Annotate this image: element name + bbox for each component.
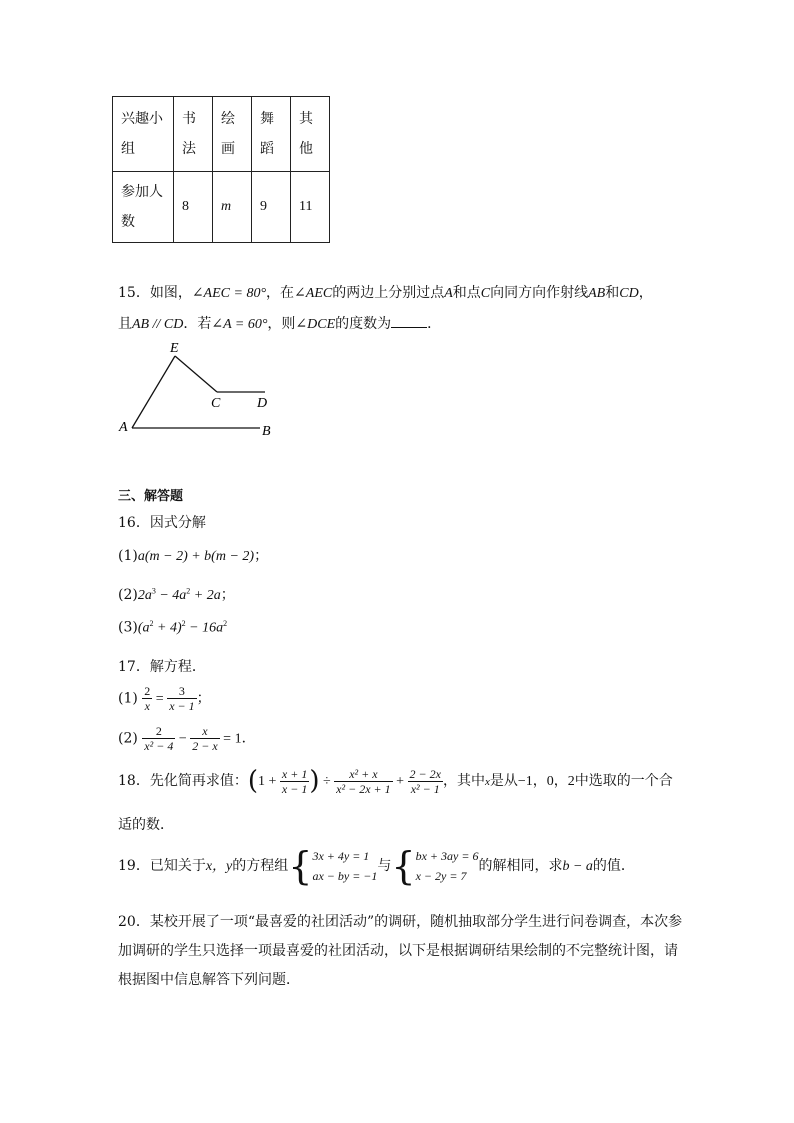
math-expression: AB // CD (132, 317, 184, 332)
table-row (113, 97, 330, 172)
question-17-title: 17．解方程． (118, 659, 206, 675)
interest-group-table (112, 96, 330, 243)
text: 且 (118, 316, 132, 332)
equation-system: bx + 3ay = 6 x − 2y = 7 (415, 849, 479, 883)
math-expression: + 2a (190, 588, 221, 603)
part-label: (3) (118, 619, 138, 636)
question-15-line2 (118, 313, 441, 333)
fraction: $\frac{2}{x}$ (144, 684, 151, 713)
text: ，则 (267, 316, 296, 332)
fraction: $\frac{2}{\text{x² − 4}}$ (144, 724, 174, 753)
text: 和 (605, 285, 620, 301)
question-16-part1 (118, 545, 268, 565)
question-19: 19．已知关于x，y的方程组{ 3x + 4y = 1 ax − by = −1 与{ bx + 3ay = 6 x − 2y = 7 的解相同，求b − a的值． (118, 844, 635, 888)
table-cell: 兴趣小组 (113, 97, 174, 172)
answer-blank (391, 327, 427, 328)
question-16-part3: $(3)(a^2 + 4)^2 - 16a^2$ (118, 619, 228, 636)
text: ； (220, 587, 235, 603)
math-expression: ∠AEC (294, 286, 333, 301)
fraction: $\frac{3}{x - 1}$ (169, 684, 195, 713)
fraction: $\frac{\text{x² + x}}{\text{x² − 2x + 1}}$ (336, 766, 391, 796)
section-heading: 三、解答题 (118, 489, 184, 504)
part-label: (2) (118, 730, 138, 747)
table-cell: m (213, 172, 252, 243)
fraction: $\frac{x}{2 - x}$ (192, 724, 218, 753)
geometry-figure (110, 335, 290, 440)
segment-ae (132, 356, 175, 428)
part-label: (1) (118, 690, 138, 707)
question-number: 18．先化简再求值： (118, 773, 248, 789)
label-a: A (119, 420, 128, 435)
equation-system: 3x + 4y = 1 ax − by = −1 (312, 849, 378, 883)
math-expression: 2a (137, 588, 152, 603)
label-d: D (257, 396, 268, 411)
math-expression: + 4) (153, 620, 182, 636)
question-number: 19．已知关于 (118, 858, 206, 874)
math-expression: ∠AEC = 80° (191, 286, 267, 301)
math-expression: a(m − 2) + b(m − 2) (137, 549, 255, 564)
math-expression: AB (588, 286, 606, 301)
part-label: (2) (118, 587, 138, 603)
part-label: (1) (118, 548, 138, 564)
table-cell: 书法 (174, 97, 213, 172)
question-15-line1 (118, 282, 653, 302)
question-17-part1: (1) $\frac{2}{x}$ = $\frac{3}{x - 1}$ ； (118, 684, 211, 713)
table-cell: 8 (174, 172, 213, 243)
text: 的度数为 (335, 316, 392, 332)
text: 的两边上分别过点 (332, 285, 445, 301)
question-18-line2: 适的数． (118, 817, 174, 833)
question-16-part2: $(2)2a^3 - 4a^2 + 2a$； (118, 586, 235, 603)
table-cell: 绘画 (213, 97, 252, 172)
segment-ec (175, 356, 217, 392)
text: ．若 (183, 316, 212, 332)
question-16-title: 16．因式分解 (118, 515, 206, 531)
text: 如图， (149, 285, 192, 301)
question-20-line2: 加调研的学生只选择一项最喜爱的社团活动，以下是根据调研结果绘制的不完整统计图，请 (118, 943, 678, 959)
text: 和点 (452, 285, 481, 301)
text: ， (638, 285, 653, 301)
question-18-line1: 18．先化简再求值：(1 + $\frac{x + 1}{x - 1}$ ) ÷ $\frac{\text{x² + x}}{\text{x² − 2x + 1}}$ + $\frac{2 - 2x}{\text{x² − 1}}$ ，其中x是从−1，0，2中选取的一个合 (118, 766, 673, 796)
fraction: $\frac{2 - 2x}{\text{x² − 1}}$ (409, 766, 441, 796)
table-cell: 其他 (291, 97, 330, 172)
question-17-part2: (2) $\frac{2}{\text{x² − 4}}$ − $\frac{x}{2 - x}$ = 1． (118, 724, 256, 753)
fraction: $\frac{x + 1}{x - 1}$ (281, 766, 308, 796)
table-row (113, 172, 330, 243)
question-20-line1: 20．某校开展了一项“最喜爱的社团活动”的调研，随机抽取部分学生进行问卷调查，本次参 (118, 914, 683, 930)
label-c: C (211, 396, 221, 411)
label-e: E (170, 341, 179, 356)
math-expression: C (480, 286, 491, 301)
math-expression: ∠DCE (295, 317, 336, 332)
math-expression: − 4a (155, 588, 187, 603)
math-expression: A (444, 286, 453, 301)
math-expression: − 16a (185, 620, 224, 636)
question-20-line3: 根据图中信息解答下列问题． (118, 972, 300, 988)
table-cell: 9 (252, 172, 291, 243)
text: ． (427, 316, 442, 332)
text: ，在 (266, 285, 295, 301)
text: 向同方向作射线 (490, 285, 589, 301)
table-cell: 舞蹈 (252, 97, 291, 172)
text: ； (254, 548, 269, 564)
table-cell: 11 (291, 172, 330, 243)
label-b: B (262, 424, 271, 439)
table-cell: 参加人数 (113, 172, 174, 243)
question-number: 15． (118, 285, 150, 301)
math-expression: CD (619, 286, 639, 301)
math-expression: ∠A = 60° (211, 317, 268, 332)
math-expression: (a (137, 620, 150, 636)
